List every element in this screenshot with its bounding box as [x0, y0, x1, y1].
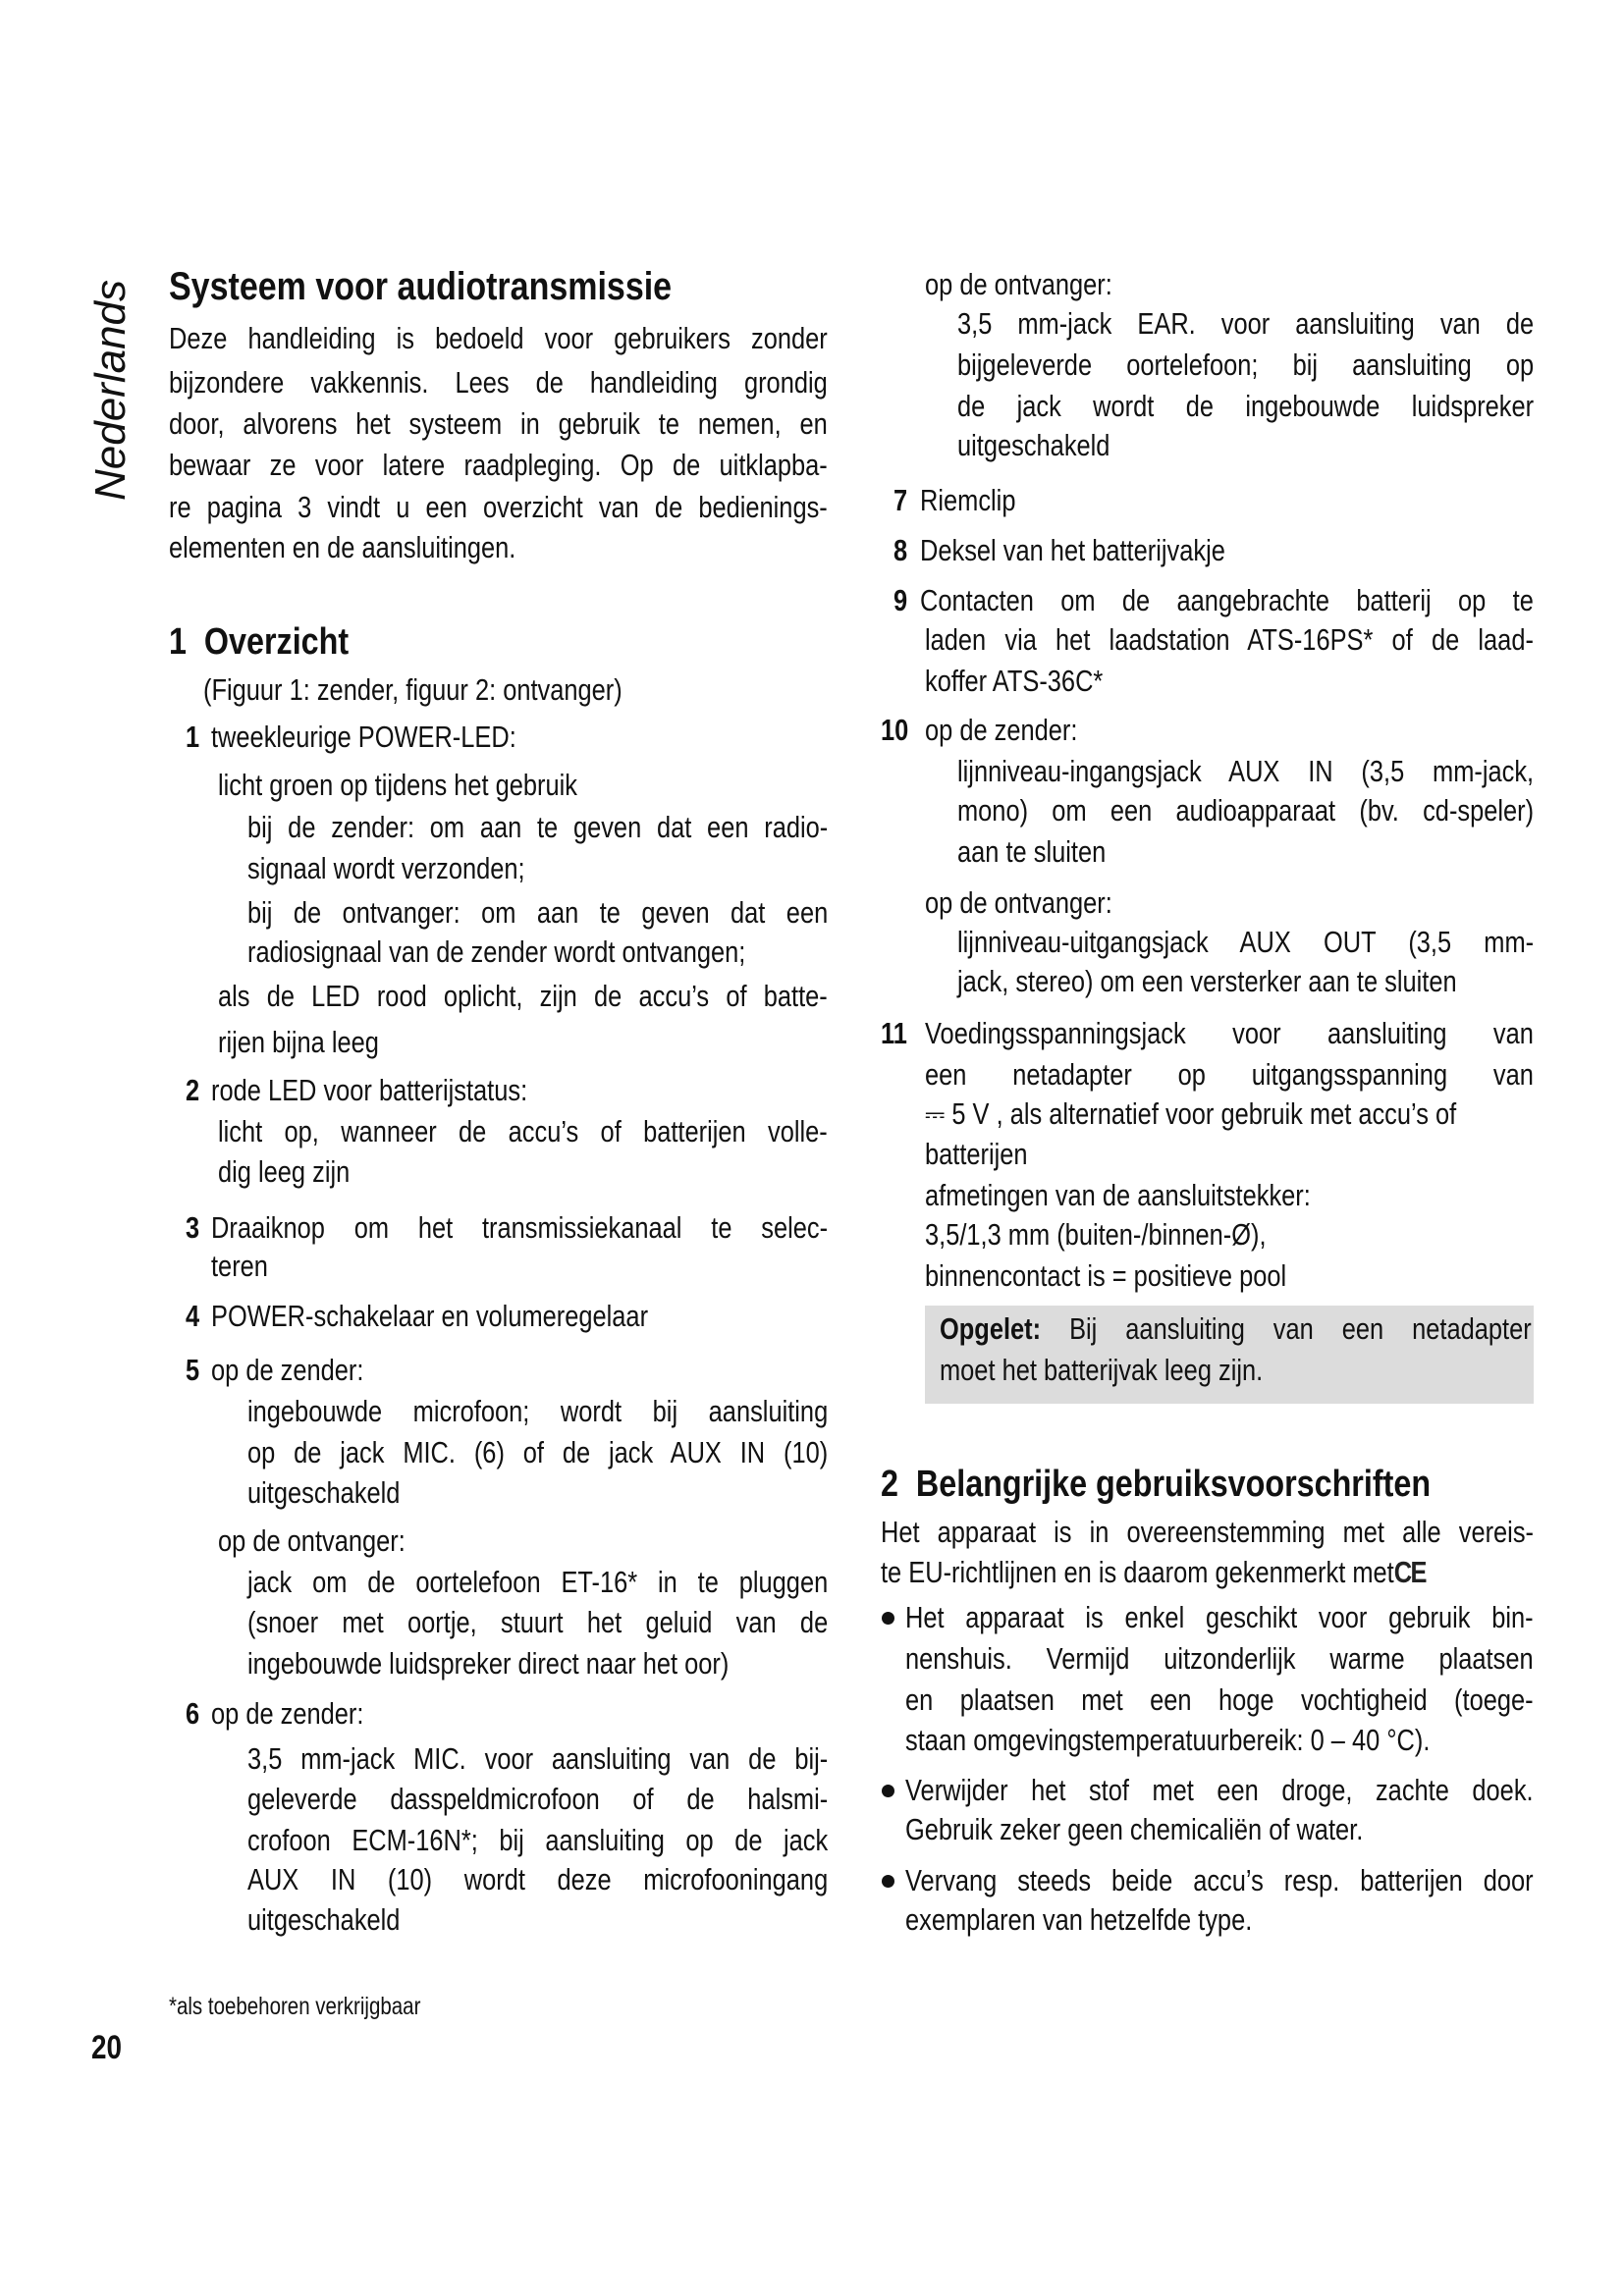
item-line: lijnniveau-ingangsjack AUX IN (3,5 mm-jack,: [957, 754, 1535, 788]
section-title: Overzicht: [203, 621, 350, 663]
caution-label: Opgelet:: [940, 1311, 1042, 1346]
footnote: *als toebehoren verkrijgbaar: [169, 1993, 421, 2020]
section-number: 1: [169, 621, 187, 663]
bullet-icon: [882, 1612, 894, 1625]
item-number: 5: [186, 1353, 200, 1387]
item-line: Contacten om de aangebrachte batterij op te: [920, 583, 1534, 617]
item-line: op de jack MIC. (6) of de jack AUX IN (10): [247, 1435, 829, 1469]
item-line: uitgeschakeld: [247, 1475, 401, 1510]
item-line: licht groen op tijdens het gebruik: [218, 768, 578, 802]
item-line: radiosignaal van de zender wordt ontvangen;: [247, 934, 746, 969]
item-line: 3,5/1,3 mm (buiten-/binnen-Ø),: [925, 1217, 1267, 1252]
item-line: 3,5 mm-jack EAR. voor aansluiting van de: [957, 306, 1535, 341]
figure-caption: (Figuur 1: zender, figuur 2: ontvanger): [203, 672, 623, 707]
language-side-label: Nederlands: [86, 279, 135, 501]
bullet-line: Gebruik zeker geen chemicaliën of water.: [905, 1812, 1364, 1846]
intro-line: bijzondere vakkennis. Lees de handleiding grondig: [169, 365, 828, 400]
item-line: Voedingsspanningsjack voor aansluiting van: [925, 1016, 1534, 1050]
item-number: 1: [186, 720, 200, 754]
page-number: 20: [91, 2029, 123, 2066]
bullet-line: Verwijder het stof met een droge, zachte doek.: [905, 1773, 1534, 1807]
item-line: de jack wordt de ingebouwde luidspreker: [957, 389, 1535, 423]
item-line: op de ontvanger:: [218, 1523, 406, 1558]
bullet-icon: [882, 1875, 894, 1888]
bullet-line: exemplaren van hetzelfde type.: [905, 1902, 1253, 1937]
item-number: 10: [881, 713, 909, 747]
item-line: op de zender:: [925, 713, 1078, 747]
item-number: 4: [186, 1299, 200, 1333]
item-line: lijnniveau-uitgangsjack AUX OUT (3,5 mm-: [957, 925, 1535, 959]
item-number: 8: [893, 533, 908, 567]
item-line: rode LED voor batterijstatus:: [211, 1073, 528, 1107]
item-line: op de zender:: [211, 1353, 364, 1387]
item-line: op de zender:: [211, 1696, 364, 1731]
item-line: ⎓ 5 V , als alternatief voor gebruik met accu’s of: [925, 1096, 1457, 1131]
item-line: mono) om een audioapparaat (bv. cd-speler): [957, 793, 1535, 828]
intro-line: bewaar ze voor latere raadpleging. Op de uitklapba-: [169, 448, 828, 482]
item-line: dig leeg zijn: [218, 1154, 351, 1189]
item-line: bij de ontvanger: om aan te geven dat een: [247, 895, 829, 930]
item-line: een netadapter op uitgangsspanning van: [925, 1057, 1534, 1092]
bullet-line: Vervang steeds beide accu’s resp. batterijen door: [905, 1863, 1534, 1897]
item-line: Riemclip: [920, 483, 1016, 517]
caution-text: Bij aansluiting van een netadapter: [1041, 1311, 1532, 1346]
item-line: op de ontvanger:: [925, 885, 1112, 920]
item-line: binnencontact is = positieve pool: [925, 1258, 1287, 1293]
item-line: als de LED rood oplicht, zijn de accu’s of batte-: [218, 979, 828, 1013]
item-number: 11: [881, 1016, 907, 1050]
bullet-line: nenshuis. Vermijd uitzonderlijk warme plaatsen: [905, 1641, 1534, 1676]
item-number: 2: [186, 1073, 200, 1107]
item-line: licht op, wanneer de accu’s of batterijen volle-: [218, 1114, 828, 1148]
item-number: 6: [186, 1696, 200, 1731]
section-2-heading: [881, 1463, 1431, 1506]
intro-line: elementen en de aansluitingen.: [169, 530, 516, 564]
item-line: jack, stereo) om een versterker aan te sluiten: [957, 964, 1457, 998]
item-line: laden via het laadstation ATS-16PS* of de laad-: [925, 622, 1534, 657]
section-number: 2: [881, 1464, 898, 1505]
item-line: 3,5 mm-jack MIC. voor aansluiting van de bij-: [247, 1741, 829, 1776]
item-line: Draaiknop om het transmissiekanaal te selec-: [211, 1210, 829, 1245]
section-2-intro-line: [881, 1555, 1426, 1590]
item-line: teren: [211, 1249, 268, 1283]
item-line: tweekleurige POWER-LED:: [211, 720, 516, 754]
item-line: Deksel van het batterijvakje: [920, 533, 1225, 567]
section-title: Belangrijke gebruiksvoorschriften: [915, 1464, 1432, 1505]
intro-line: Deze handleiding is bedoeld voor gebruikers zonder: [169, 321, 828, 355]
item-line: aan te sluiten: [957, 834, 1107, 869]
bullet-line: Het apparaat is enkel geschikt voor gebruik bin-: [905, 1600, 1534, 1634]
intro-line: door, alvorens het systeem in gebruik te nemen, en: [169, 406, 828, 441]
item-line: signaal wordt verzonden;: [247, 851, 525, 885]
item-line: afmetingen van de aansluitstekker:: [925, 1178, 1311, 1212]
section-2-intro-line: Het apparaat is in overeenstemming met alle vereis-: [881, 1515, 1535, 1549]
item-line: ingebouwde luidspreker direct naar het oor): [247, 1646, 730, 1681]
item-line: jack om de oortelefoon ET-16* in te pluggen: [247, 1565, 829, 1599]
item-line: bij de zender: om aan te geven dat een radio-: [247, 810, 829, 844]
item-number: 3: [186, 1210, 200, 1245]
intro-line: re pagina 3 vindt u een overzicht van de bedienings-: [169, 490, 828, 524]
item-line: rijen bijna leeg: [218, 1025, 379, 1059]
item-line: uitgeschakeld: [247, 1902, 401, 1937]
bullet-icon: [882, 1785, 894, 1797]
item-line: uitgeschakeld: [957, 428, 1110, 462]
item-line: crofoon ECM-16N*; bij aansluiting op de jack: [247, 1823, 829, 1857]
caution-line: moet het batterijvak leeg zijn.: [940, 1353, 1264, 1387]
item-line: AUX IN (10) wordt deze microfooningang: [247, 1862, 829, 1896]
item-line: batterijen: [925, 1137, 1028, 1171]
item-line: geleverde dasspeldmicrofoon of de halsmi-: [247, 1782, 829, 1816]
item-line: (snoer met oortje, stuurt het geluid van de: [247, 1605, 829, 1639]
item-line: ingebouwde microfoon; wordt bij aansluiting: [247, 1394, 829, 1428]
bullet-line: staan omgevingstemperatuurbereik: 0 – 40 °C).: [905, 1723, 1431, 1757]
caution-line: [940, 1311, 1532, 1347]
bullet-line: en plaatsen met een hoge vochtigheid (toege-: [905, 1682, 1534, 1717]
item-line: koffer ATS-36C*: [925, 664, 1104, 698]
item-number: 7: [893, 483, 908, 517]
item-line: bijgeleverde oortelefoon; bij aansluiting op: [957, 347, 1535, 382]
item-line: op de ontvanger:: [925, 267, 1112, 301]
section-1-heading: [169, 620, 349, 664]
item-line: POWER-schakelaar en volumeregelaar: [211, 1299, 649, 1333]
intro-text: te EU-richtlijnen en is daarom gekenmerkt met: [881, 1555, 1394, 1589]
ce-mark-icon: CE: [1393, 1555, 1426, 1589]
item-number: 9: [893, 583, 908, 617]
page-title: Systeem voor audiotransmissie: [169, 265, 673, 308]
